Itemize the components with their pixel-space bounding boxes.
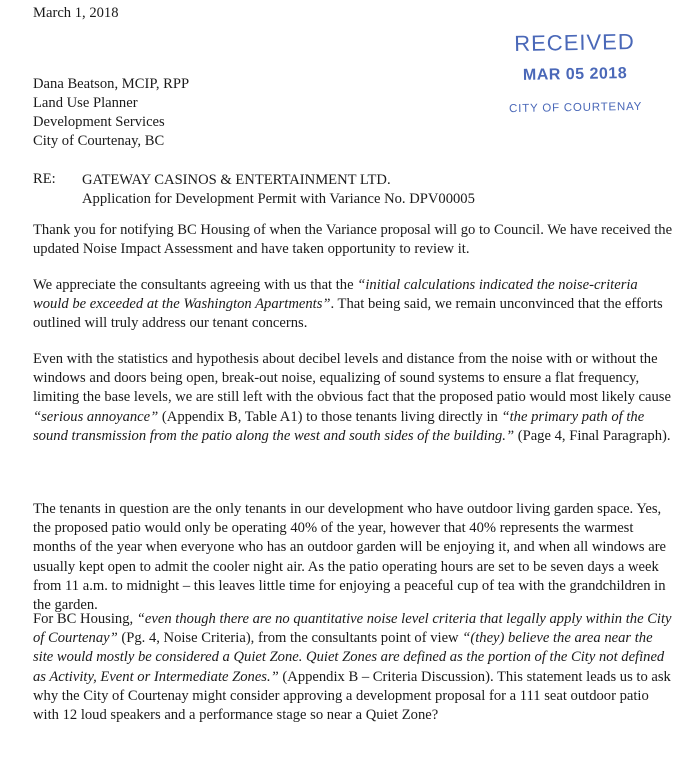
recipient-city: City of Courtenay, BC: [33, 133, 165, 149]
stamp-received: RECEIVED: [514, 28, 635, 57]
p2-text-a: We appreciate the consultants agreeing with us that the: [33, 277, 358, 293]
paragraph-4-text: The tenants in question are the only tenants in our development who have outdoor living garden space. Yes, the proposed patio would only be operating 40% of the year, however that 40% represents the warmest months of the year when everyone who has an outdoor garden will be enjoying it, and when all windows are usually kept open to admit the cooler night air. As the patio operating hours are set to be seven days a week from 11 a.m. to midnight – this leaves little time for enjoying a peaceful cup of tea with the grandchildren in the garden.: [33, 501, 667, 614]
paragraph-1-text: Thank you for notifying BC Housing of when the Variance proposal will go to Council. We have received the updated Noise Impact Assessment and have taken opportunity to review it.: [33, 222, 673, 258]
p2-quote: “initial calculations indicated the noise-criteria would be exceeded at the Washington Apartments”: [33, 277, 638, 313]
stamp-city: CITY OF COURTENAY: [508, 100, 643, 116]
p5-quote-1: “even though there are no quantitative noise level criteria that legally apply within the City of Courtenay”: [33, 611, 672, 647]
paragraph-2: [33, 276, 673, 334]
p3-text-b: (Appendix B, Table A1) to those tenants living directly in: [158, 408, 502, 425]
paragraph-5: [33, 610, 673, 725]
p5-text-b: (Pg. 4, Noise Criteria), from the consultants point of view: [117, 630, 463, 647]
p2-text-b: . That being said, we remain unconvinced that the efforts outlined will truly address our tenant concerns.: [33, 296, 663, 332]
re-company: GATEWAY CASINOS & ENTERTAINMENT LTD.: [82, 172, 391, 188]
paragraph-3: [33, 350, 673, 446]
received-stamp: [499, 29, 650, 116]
p5-text-c: (Appendix B – Criteria Discussion). This statement leads us to ask why the City of Courtenay might consider approving a development proposal for a 111 seat outdoor patio with 12 loud speakers and a performance stage so near a Quiet Zone?: [33, 668, 671, 724]
p3-quote-1: “serious annoyance”: [33, 408, 159, 425]
paragraph-1: [33, 221, 673, 259]
p5-quote-2: “(they) believe the area near the site would mostly be considered a Quiet Zone. Quiet Zones are defined as the portion of the City not defined as Activity, Event or Intermediate Zones.”: [33, 630, 665, 685]
recipient-name: Dana Beatson, MCIP, RPP: [33, 76, 190, 92]
recipient-department: Development Services: [33, 114, 165, 130]
paragraph-4: [33, 500, 673, 615]
p3-text-c: (Page 4, Final Paragraph).: [514, 427, 671, 444]
recipient-title: Land Use Planner: [33, 95, 138, 111]
p5-text-a: For BC Housing,: [33, 611, 137, 627]
re-application: Application for Development Permit with Variance No. DPV00005: [82, 191, 475, 207]
stamp-date: MAR 05 2018: [522, 65, 628, 84]
re-label: RE:: [33, 171, 56, 187]
re-subject: [82, 171, 475, 209]
letter-date: March 1, 2018: [33, 5, 119, 21]
p3-text-a: Even with the statistics and hypothesis about decibel levels and distance from the noise with or without the windows and doors being open, break-out noise, equalizing of sound systems to ensure a flat frequency, limiting the base levels, we are still left with the obvious fact that the proposed patio would most likely cause: [33, 351, 671, 406]
p3-quote-2: “the primary path of the sound transmission from the patio along the west and south sides of the building.”: [33, 408, 645, 444]
